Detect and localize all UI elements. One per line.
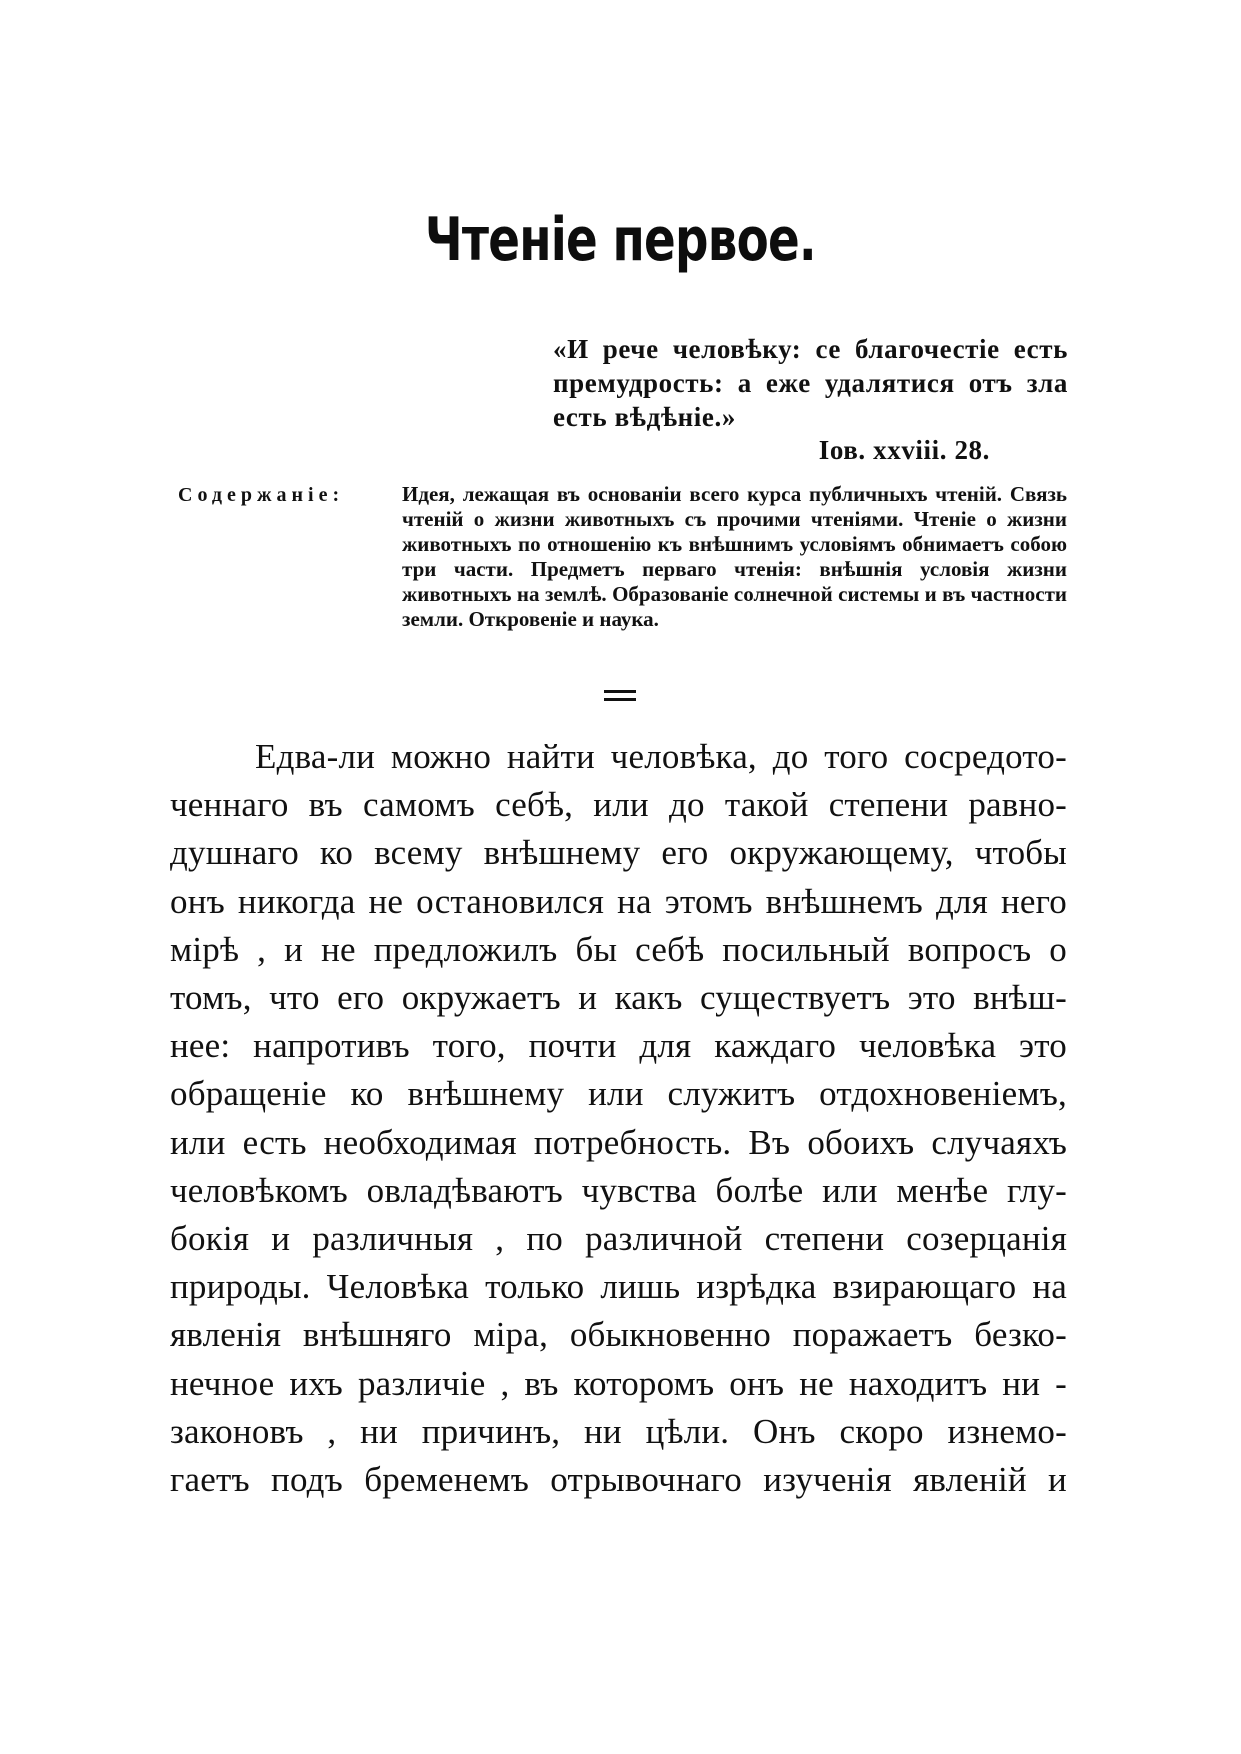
epigraph-reference: Іов. xxvііі. 28. — [818, 435, 990, 465]
body-line: нее: напротивъ того, почти для каждаго человѣка это — [170, 1026, 1067, 1066]
section-divider — [604, 690, 636, 701]
body-paragraph — [170, 733, 1067, 1504]
body-line: Едва-ли можно найти человѣка, до того сосредото- — [255, 737, 1067, 776]
body-line: томъ, что его окружаетъ и какъ существуетъ это внѣш- — [170, 978, 1067, 1018]
body-line: или есть необходимая потребность. Въ обоихъ случаяхъ — [170, 1122, 1067, 1162]
body-line: явленія внѣшняго міра, обыкновенно поражаетъ безко- — [170, 1315, 1067, 1355]
body-line: гаетъ подъ бременемъ отрывочнаго изученія явленій и — [170, 1460, 1067, 1500]
body-line: обращеніе ко внѣшнему или служитъ отдохновеніемъ, — [170, 1074, 1067, 1114]
body-line: ченнаго въ самомъ себѣ, или до такой степени равно- — [170, 785, 1067, 825]
chapter-title: Чтеніе первое. — [424, 205, 816, 275]
contents-label: Содержаніе: — [178, 484, 345, 506]
epigraph-text: «И рече человѣку: се благочестіе есть премудрость: а еже удалятися отъ зла есть вѣдѣніе.» — [553, 334, 1068, 432]
contents-summary: Идея, лежащая въ основаніи всего курса публичныхъ чтеній. Связь чтеній о жизни животныхъ съ прочими чтеніями. Чтеніе о жизни животныхъ по отношенію къ внѣшнимъ условіямъ обнимаетъ собою три части. Предметъ перваго чтенія: внѣшнія условія жизни животныхъ на землѣ. Образованіе солнечной системы и въ частности земли. Откровеніе и наука. — [402, 482, 1067, 631]
body-line: человѣкомъ овладѣваютъ чувства болѣе или менѣе глу- — [170, 1170, 1067, 1210]
body-line: душнаго ко всему внѣшнему его окружающему, чтобы — [170, 833, 1067, 873]
body-line: мірѣ , и не предложилъ бы себѣ посильный вопросъ о — [170, 929, 1067, 969]
body-line: законовъ , ни причинъ, ни цѣли. Онъ скоро изнемо- — [170, 1411, 1067, 1451]
body-line: онъ никогда не остановился на этомъ внѣшнемъ для него — [170, 881, 1067, 921]
body-line: бокія и различныя , по различной степени созерцанія — [170, 1219, 1067, 1259]
body-line: нечное ихъ различіе , въ которомъ онъ не находитъ ни - — [170, 1363, 1067, 1403]
body-line: природы. Человѣка только лишь изрѣдка взирающаго на — [170, 1267, 1067, 1307]
